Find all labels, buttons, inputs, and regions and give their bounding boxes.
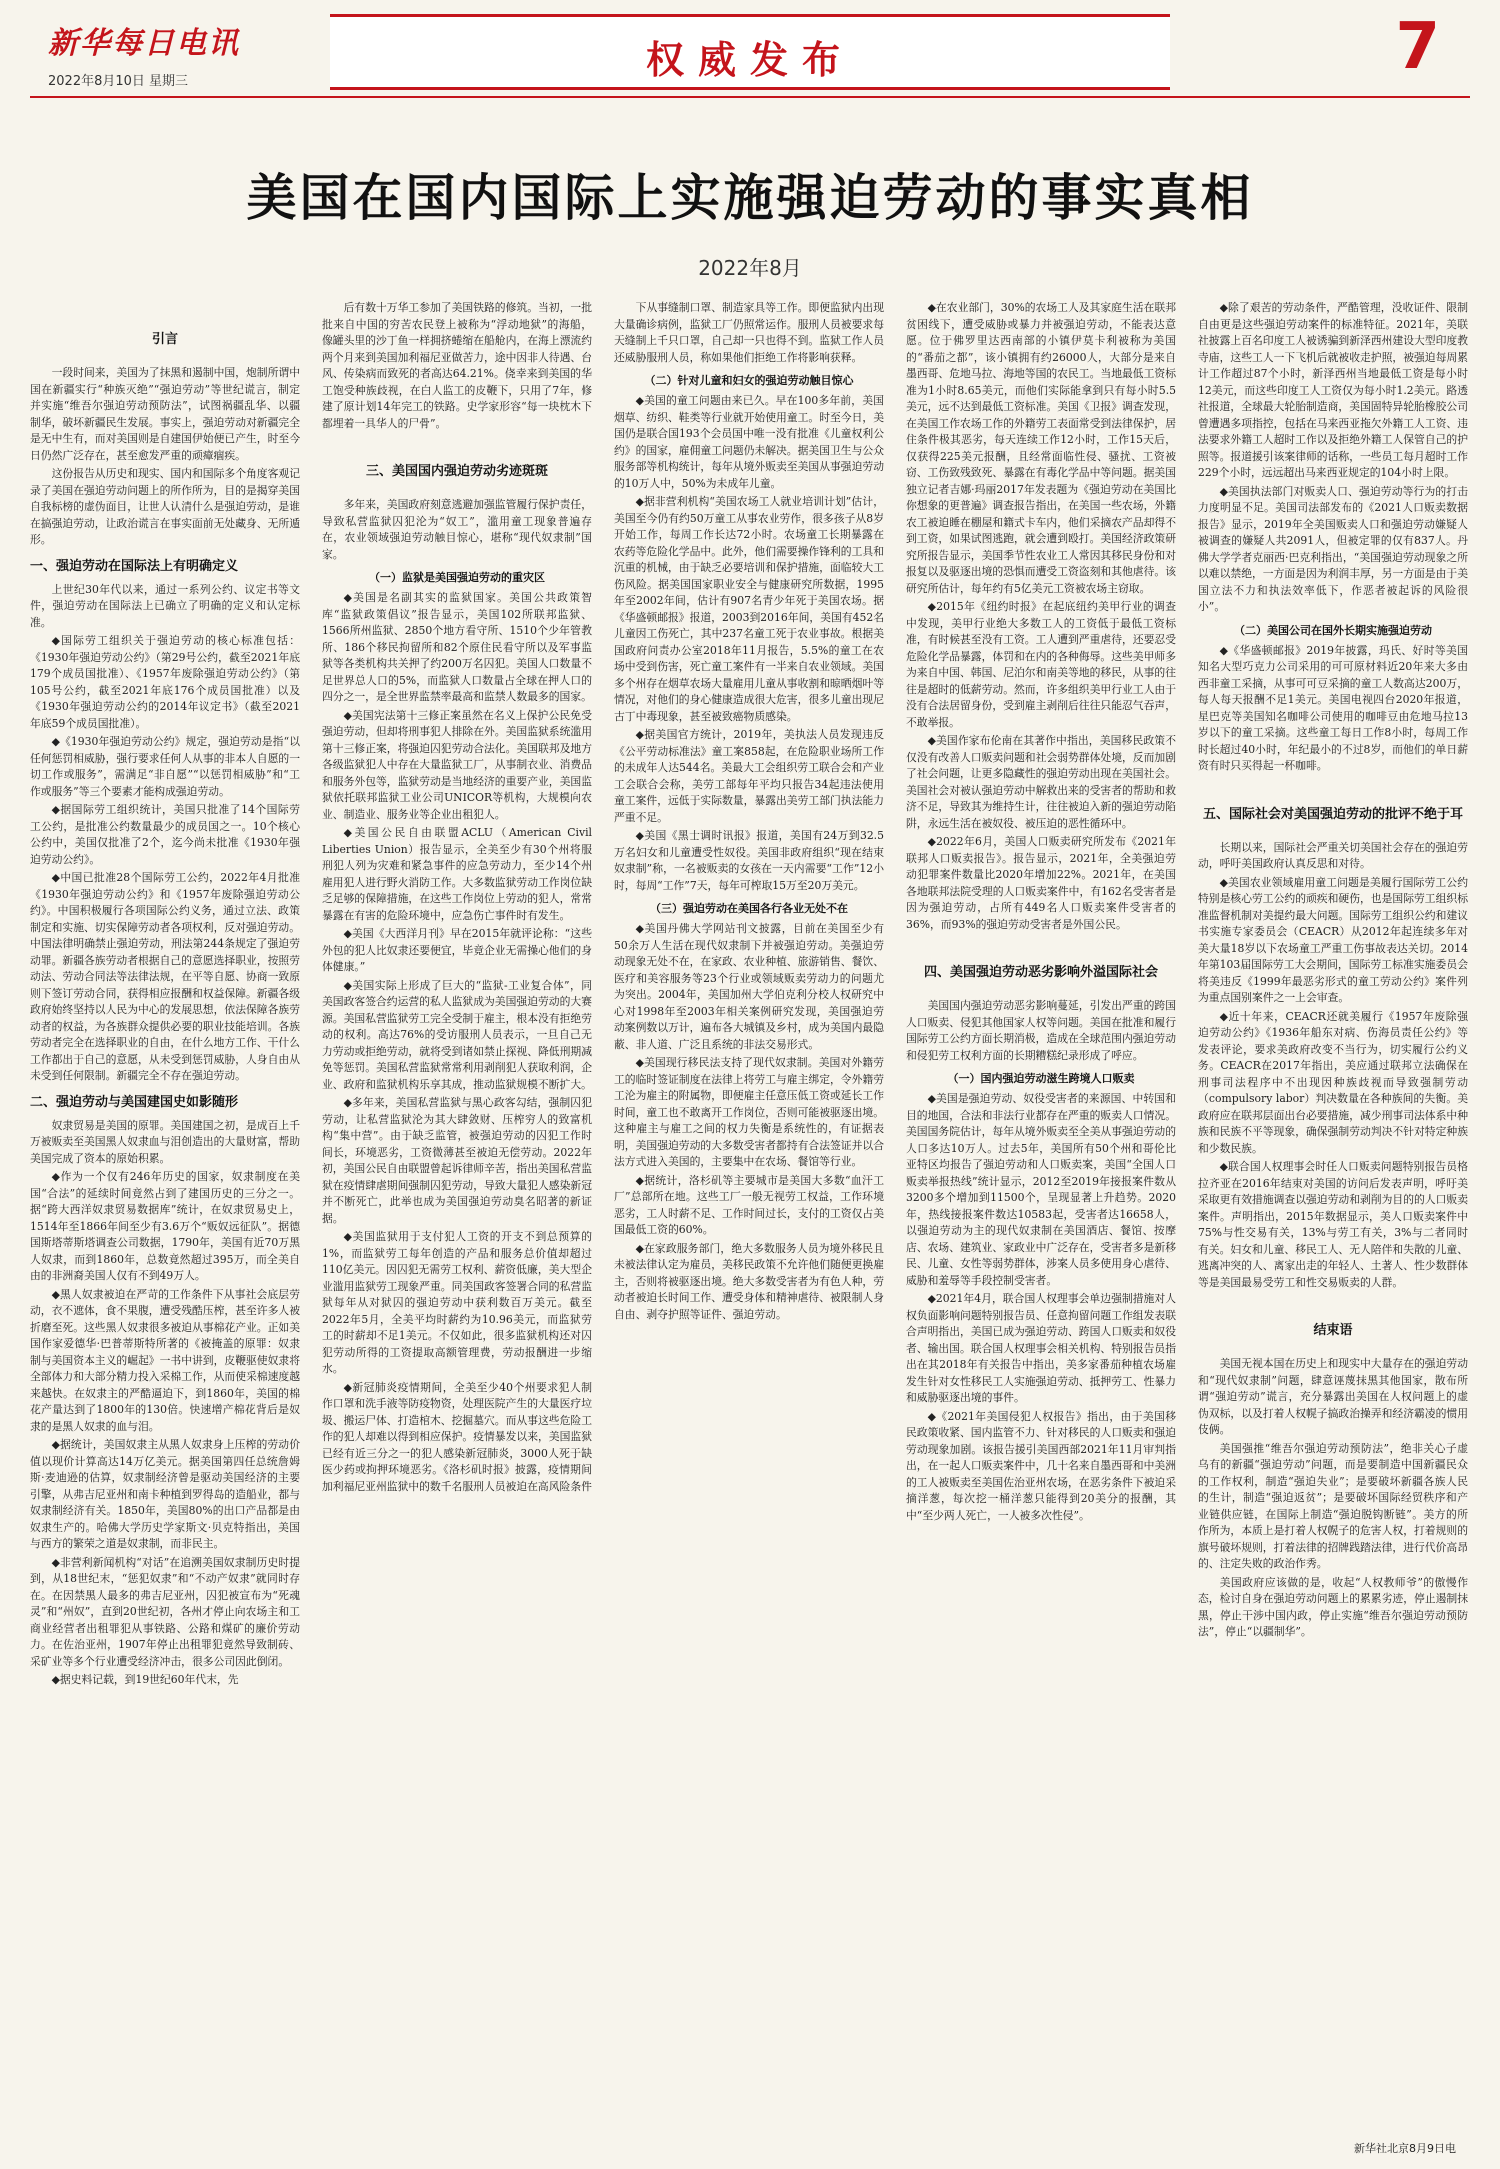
body-paragraph: ◆新冠肺炎疫情期间，全美至少40个州要求犯人制作口罩和洗手液等防疫物资，处理医院产生的大量医疗垃圾、搬运尸体、打造棺木、挖掘墓穴。而从事这些危险工作的犯人却难以得到相应保护。疫情暴发以来，美国监狱已经有近三分之一的犯人感染新冠肺炎，3000人死于缺医少药或拘押环境恶劣。《洛杉矶时报》披露，疫情期间加利福尼亚州监狱中的数千名服刑人员被迫在高风险条件 <box>322 1380 592 1493</box>
body-paragraph: ◆据国际劳工组织统计，美国只批准了14个国际劳工公约，是批准公约数量最少的成员国之一。10个核心公约中，美国仅批准了2个，迄今尚未批准《1930年强迫劳动公约》。 <box>30 803 300 866</box>
column-1 <box>30 300 300 2135</box>
body-paragraph: ◆2021年4月，联合国人权理事会单边强制措施对人权负面影响问题特别报告员、任意拘留问题工作组发表联合声明指出，美国已成为强迫劳动、跨国人口贩卖和奴役者、输出国。联合国人权理事会相关机构、特别报告员指出在其2018年有关报告中指出，美多家番茄种植农场雇发生针对女性移民工人实施强迫劳动、抵押劳工、性暴力和威胁驱逐出境的事件。 <box>906 1292 1176 1404</box>
body-paragraph: ◆黑人奴隶被迫在严苛的工作条件下从事社会底层劳动，衣不遮体，食不果腹，遭受残酷压榨，甚至许多人被折磨至死。这些黑人奴隶很多被迫从事棉花产业。正如美国作家爱德华·巴普蒂斯特所著的《被掩盖的原罪：奴隶制与美国资本主义的崛起》一书中讲到，皮鞭驱使奴隶将全部体力和大部分精力投入采棉工作，从而使采棉速度越来越快。在奴隶主的严酷逼迫下，到1860年，美国的棉花产量达到了1800年的130倍。快速增产棉花背后是奴隶的是黑人奴隶的血与泪。 <box>30 1287 300 1433</box>
body-paragraph: ◆联合国人权理事会时任人口贩卖问题特别报告员格拉齐亚在2016年结束对美国的访问后发表声明，呼吁美采取更有效措施调查以强迫劳动和剥削为目的的人口贩卖案件。声明指出，2015年数据显示，美人口贩卖案件中75%与性交易有关，13%与劳工有关，3%与二者同时有关。妇女和儿童、移民工人、无人陪伴和失散的儿童、逃离冲突的人、离家出走的年轻人、土著人、性少数群体等是美国最易受劳工和性交易贩卖的人群。 <box>1198 1160 1468 1289</box>
body-paragraph: ◆美国现行移民法支持了现代奴隶制。美国对外籍劳工的临时签证制度在法律上将劳工与雇主绑定，令外籍劳工沦为雇主的附属物，即便雇主任意压低工资或延长工作时间，童工也不敢离开工作岗位，否则可能被驱逐出境。这种雇主与雇工之间的权力失衡是系统性的，有证据表明，美国强迫劳动的大多数受害者都持有合法签证并以合法方式进入美国的，主要集中在农场、餐馆等行业。 <box>614 1056 884 1168</box>
subsection-heading: （一）监狱是美国强迫劳动的重灾区 <box>369 571 545 584</box>
section-heading: 一、强迫劳动在国际法上有明确定义 <box>30 558 239 574</box>
section-heading: 三、美国国内强迫劳动劣迹斑斑 <box>365 464 548 479</box>
body-paragraph: ◆美国实际上形成了巨大的“监狱-工业复合体”，同美国政客签合约运营的私人监狱成为美国强迫劳动的大赛源。美国私营监狱劳工完全受制于雇主，根本没有拒绝劳动的权利。高达76%的受访服刑人员表示，一旦自己无力劳动或拒绝劳动，就将受到诸如禁止探视、降低刑期减免等惩罚。美国私营监狱常常利用剥削犯人获取利润，企业、政府和监狱机构乐享其成，推动监狱规模不断扩大。 <box>322 978 592 1091</box>
body-paragraph: ◆作为一个仅有246年历史的国家，奴隶制度在美国“合法”的延续时间竟然占到了建国历史的三分之一。据“跨大西洋奴隶贸易数据库”统计，在奴隶贸易史上，1514年至1866年间至少有3.6万个“贩奴远征队”。据德国斯塔蒂斯塔调查公司数据，1790年，美国有近70万黑人奴隶，而到1860年，总数竟然超过395万，而全美自由的非洲裔美国人仅有不到49万人。 <box>30 1170 300 1282</box>
body-paragraph: 这份报告从历史和现实、国内和国际多个角度客观记录了美国在强迫劳动问题上的所作所为，目的是揭穿美国自我标榜的虚伪面目，让世人认清什么是强迫劳动，是谁在搞强迫劳动，让政治谎言在事实面前无处藏身、无所遁形。 <box>30 467 300 546</box>
body-paragraph: ◆美国是强迫劳动、奴役受害者的来源国、中转国和目的地国，合法和非法行业都存在严重的贩卖人口情况。美国国务院估计，每年从境外贩卖至全美从事强迫劳动的人口多达10万人。过去5年，美国所有50个州和哥伦比亚特区均报告了强迫劳动和人口贩卖案，美国“全国人口贩卖举报热线”统计显示，2012至2019年接报案件数从3200多个增加到11500个，呈现显著上升趋势。2020年，热线接报案件数达10583起，受害者达16658人，以强迫劳动为主的现代奴隶制在美国酒店、餐馆、按摩店、农场、建筑业、家政业中广泛存在，受害者多是新移民、儿童、女性等弱势群体，涉案人员多使用身心虐待、威胁和羞辱等手段控制受害者。 <box>906 1092 1176 1287</box>
body-paragraph: ◆美国公民自由联盟ACLU（American Civil Liberties Union）报告显示，全美至少有30个州将服刑犯人列为灾难和紧急事件的应急劳动力，至少14个州雇用犯人进行野火消防工作。大多数监狱劳动工作岗位缺乏足够的保障措施，在这些工作岗位上劳动的犯人，常常暴露在有害的危险环境中，应急伤亡事件时有发生。 <box>322 826 592 922</box>
body-paragraph: ◆美国宪法第十三修正案虽然在名义上保护公民免受强迫劳动，但却将刑事犯人排除在外。美国监狱系统滥用第十三修正案，将强迫囚犯劳动合法化。美国联邦及地方各级监狱犯人中存在大量监狱工厂，从事制衣业、消费品和服务外包等，监狱劳动是当地经济的重要产业，美国监狱依托联邦监狱工业公司UNICOR等机构，大规模向农业、制造业、服务业等企业出租犯人。 <box>322 708 592 821</box>
body-paragraph: 美国强推“维吾尔强迫劳动预防法”，绝非关心子虚乌有的新疆“强迫劳动”问题，而是要制造中国新疆民众的工作权利，制造“强迫失业”；是要破坏新疆各族人民的生计，制造“强迫返贫”；是要破坏国际经贸秩序和产业链供应链，在国际上制造“强迫脱钩断链”。美方的所作所为，本质上是打着人权幌子的危害人权，打着规则的旗号破坏规则，打着法律的招牌践踏法律，进行代价高昂的、注定失败的政治作秀。 <box>1198 1441 1468 1570</box>
body-paragraph: ◆据史料记载，到19世纪60年代末，先 <box>51 1673 239 1686</box>
column-4 <box>906 300 1176 2135</box>
page-number: 7 <box>1395 10 1440 84</box>
article-dateline: 2022年8月 <box>698 256 802 280</box>
article-signoff: 新华社北京8月9日电 <box>1354 2142 1456 2155</box>
article-body <box>30 300 1470 2135</box>
section-heading: 二、强迫劳动与美国建国史如影随形 <box>30 1094 239 1110</box>
issue-date: 2022年8月10日 星期三 <box>48 74 189 89</box>
section-heading: 五、国际社会对美国强迫劳动的批评不绝于耳 <box>1202 806 1463 822</box>
body-paragraph: ◆多年来，美国私营监狱与黑心政客勾结，强制囚犯劳动，让私营监狱沦为其大肆敛财、压榨穷人的致富机构“集中营”。由于缺乏监管，被强迫劳动的囚犯工作时间长，环境恶劣，工资微薄甚至被迫无偿劳动。2022年初，美国公民自由联盟曾起诉律师辛苦，指出美国私营监狱在疫情肆虐期间强制囚犯劳动，导致大量犯人感染新冠并不断死亡，此举也成为美国强迫劳动臭名昭著的新证据。 <box>322 1096 592 1225</box>
column-5 <box>1198 300 1468 2135</box>
body-paragraph: ◆《1930年强迫劳动公约》规定，强迫劳动是指“以任何惩罚相威胁，强行要求任何人从事的非本人自愿的一切工作或服务”，需满足“非自愿”“以惩罚相威胁”和“工作或服务”等三个要素才能构成强迫劳动。 <box>30 735 300 798</box>
subsection-heading: （二）针对儿童和妇女的强迫劳动触目惊心 <box>644 374 854 387</box>
body-paragraph: 多年来，美国政府刻意逃避加强监管履行保护责任，导致私营监狱囚犯沦为“奴工”，滥用童工现象普遍存在，农业领域强迫劳动触目惊心，堪称“现代奴隶制”国家。 <box>322 498 592 561</box>
subsection-heading: （三）强迫劳动在美国各行各业无处不在 <box>650 902 848 915</box>
body-paragraph: ◆非营利新闻机构“对话”在追溯美国奴隶制历史时提到，从18世纪末，“惩犯奴隶”和“不动产奴隶”就同时存在。在因禁黑人最多的弗吉尼亚州，囚犯被宣布为“死魂灵”和“州奴”，直到20世纪初，各州才停止向农场主和工商业经营者出租罪犯从事铁路、公路和煤矿的廉价劳动力。在佐治亚州，1907年停止出租罪犯竟然导致制砖、采矿业等多个行业遭受经济冲击，很多公司因此倒闭。 <box>30 1555 300 1668</box>
body-paragraph: 一段时间来，美国为了抹黑和遏制中国，炮制所谓中国在新疆实行“种族灭绝”“强迫劳动”等世纪谎言，制定并实施“维吾尔强迫劳动预防法”，试图祸疆乱华、以疆制华，破坏新疆民生发展。事实上，强迫劳动对新疆完全是无中生有，而对美国则是自建国伊始便已产生，时至今日仍然广泛存在，甚至愈发严重的顽瘴痼疾。 <box>30 366 300 462</box>
body-paragraph: ◆据统计，洛杉矶等主要城市是美国大多数“血汗工厂”总部所在地。这些工厂一般无视劳工权益，工作环境恶劣，工人时薪不足、工作时间过长，支付的工资仅占美国最低工资的60%。 <box>614 1173 884 1236</box>
body-paragraph: ◆在家政服务部门，绝大多数服务人员为境外移民且未被法律认定为雇员，美移民政策不允许他们随便更换雇主，否则将被驱逐出境。绝大多数受害者为有色人种，劳动者被迫长时间工作、遭受身体和精神虐待、被限制人身自由、剥夺护照等证件、强迫劳动。 <box>614 1241 884 1321</box>
body-paragraph: ◆美国丹佛大学网站刊文披露，目前在美国至少有50余万人生活在现代奴隶制下并被强迫劳动。美强迫劳动现象无处不在，在家政、农业种植、旅游销售、餐饮、医疗和美容服务等23个行业或领域贩卖劳动力的问题尤为突出。2004年，美国加州大学伯克利分校人权研究中心对1998年至2003年相关案例研究发现，美国强迫劳动案例数以万计，遍布各大城镇及乡村，成为美国内最隐蔽、非人道、广泛且系统的非法交易形式。 <box>614 922 884 1051</box>
section-heading: 结束语 <box>1313 1323 1353 1338</box>
body-paragraph: ◆美国作家布伦南在其著作中指出，美国移民政策不仅没有改善人口贩卖问题和社会弱势群体处境，反而加剧了社会问题，让更多隐藏性的强迫劳动出现在美国社会。美国社会对被认强迫劳动中解救出来的受害者的帮助和救济不足，导致其为维持生计，往往被迫入新的强迫劳动陷阱，永远生活在被奴役、被压迫的恶性循环中。 <box>906 734 1176 830</box>
body-paragraph: 长期以来，国际社会严重关切美国社会存在的强迫劳动，呼吁美国政府认真反思和对待。 <box>1198 840 1468 870</box>
body-paragraph: ◆美国执法部门对贩卖人口、强迫劳动等行为的打击力度明显不足。美国司法部发布的《2021人口贩卖数据报告》显示，2019年全美国贩卖人口和强迫劳动嫌疑人被调查的嫌疑人共2091人，但被定罪的仅有837人。丹佛大学学者克丽西·巴克利指出，“美国强迫劳动现象之所以难以禁绝，一方面是因为利润丰厚，另一方面是由于美国立法不力和执法效率低下，作恶者被起诉的风险很小”。 <box>1198 484 1468 613</box>
body-paragraph: ◆美国是名副其实的监狱国家。美国公共政策智库“监狱政策倡议”报告显示，美国102所联邦监狱、1566所州监狱、2850个地方看守所、1510个少年管教所、186个移民拘留所和82个原住民看守所以及军事监狱等各类机构共关押了约200万名囚犯。美国人口数量不足世界总人口的5%，而监狱人口数量占全球在押人口的四分之一，是全世界监禁率最高和监禁人数最多的国家。 <box>322 591 592 703</box>
section-title: 权威发布 <box>645 37 854 82</box>
body-paragraph: ◆中国已批准28个国际劳工公约，2022年4月批准《1930年强迫劳动公约》和《1957年废除强迫劳动公约》。中国积极履行各项国际公约义务，通过立法、政策制定和实施、切实保障劳动者各项权利，反对强迫劳动。中国法律明确禁止强迫劳动，刑法第244条规定了强迫劳动罪。新疆各族劳动者根据自己的意愿选择职业，按照劳动法、劳动合同法等法律法规，在平等自愿、协商一致原则下签订劳动合同，获得相应报酬和权益保障。新疆各级政府始终坚持以人民为中心的发展思想，依法保障各族劳动者的权益，为各族群众提供必要的职业技能培训。各族劳动者完全在选择职业的自由，在什么地方工作、干什么工作都出于自己的意愿，从未受到惩罚威胁，人身自由从未受到任何限制。新疆完全不存在强迫劳动。 <box>30 871 300 1082</box>
body-paragraph: 美国政府应该做的是，收起“人权教师爷”的傲慢作态，检讨自身在强迫劳动问题上的累累劣迹，停止遏制抹黑，停止干涉中国内政，停止实施“维吾尔强迫劳动预防法”，停止“以疆制华”。 <box>1198 1575 1468 1638</box>
body-paragraph: 美国无视本国在历史上和现实中大量存在的强迫劳动和“现代奴隶制”问题，肆意诬蔑抹黑其他国家，散布所谓“强迫劳动”谎言，充分暴露出美国在人权问题上的虚伪双标，以及打着人权幌子搞政治操弄和经济霸凌的惯用伎俩。 <box>1198 1357 1468 1436</box>
body-paragraph: ◆《2021年美国侵犯人权报告》指出，由于美国移民政策收紧、国内监管不力、针对移民的人口贩卖和强迫劳动现象加剧。该报告援引美国西部2021年11月审判指出，在一起人口贩卖案件中，几十名来自墨西哥和中美洲的工人被贩卖至美国佐治亚州农场，在恶劣条件下被迫采摘洋葱，每次挖一桶洋葱只能得到20美分的报酬，其中“至少两人死亡，一人被多次性侵”。 <box>906 1409 1176 1522</box>
masthead-divider <box>30 96 1470 98</box>
section-heading: 引言 <box>151 332 178 347</box>
body-paragraph: 后有数十万华工参加了美国铁路的修筑。当初，一批批来自中国的穷苦农民登上被称为“浮动地狱”的海船，像罐头里的沙丁鱼一样拥挤蜷缩在船舱内，在海上漂流约两个月来到美国加利福尼亚做苦力，途中因非人待遇、台风、传染病而致死的者高达64.21%。侥幸来到美国的华工饱受种族歧视，在白人监工的皮鞭下，只用了7年，修建了原计划14年完工的铁路。史学家形容“每一块枕木下都埋着一具华人的尸骨”。 <box>322 301 592 430</box>
body-paragraph: 美国国内强迫劳动恶劣影响蔓延，引发出严重的跨国人口贩卖、侵犯其他国家人权等问题。美国在批准和履行国际劳工公约方面长期消极，造成在全球范围内强迫劳动和侵犯劳工权利方面的长期糟糕纪录形成了呼应。 <box>906 999 1176 1062</box>
body-paragraph: ◆美国《大西洋月刊》早在2015年就评论称：“这些外包的犯人比奴隶还要便宜，毕竟企业无需操心他们的身体健康。” <box>322 927 592 973</box>
masthead <box>0 0 1500 96</box>
article-headline: 美国在国内国际上实施强迫劳动的事实真相 <box>246 168 1254 227</box>
section-banner <box>330 14 1170 90</box>
body-paragraph: ◆《华盛顿邮报》2019年披露，玛氏、好时等美国知名大型巧克力公司采用的可可原材料近20年来大多由西非童工采摘，从事可可豆采摘的童工人数高达200万，每人每天报酬不足1美元。美国电视四台2020年报道，星巴克等美国知名咖啡公司使用的咖啡豆由危地马拉13岁以下的童工采摘。这些童工每日工作8小时，每周工作时长超过40小时，年纪最小的不过8岁，而他们的单日薪资有时只买得起一杯咖啡。 <box>1198 643 1468 772</box>
newspaper-brand: 新华每日电讯 <box>48 26 240 61</box>
body-paragraph: ◆美国《黑士调时讯报》报道，美国有24万到32.5万名妇女和儿童遭受性奴役。美国非政府组织“现在结束奴隶制”称，一名被贩卖的女孩在一天内需要“工作”12小时，每周“工作”7天，每年可榨取15万至20万美元。 <box>614 829 884 892</box>
subsection-heading: （一）国内强迫劳动滋生跨境人口贩卖 <box>947 1072 1135 1085</box>
body-paragraph: ◆近十年来，CEACR还就美履行《1957年废除强迫劳动公约》《1936年船东对病、伤海员责任公约》等发表评论，要求美政府改变不当行为，切实履行公约义务。CEACR在2017年指出，美应通过联邦立法确保在刑事司法程序中不出现因种族歧视而导致强制劳动（compulsory labor）判决数量在各种族间的失衡。美政府应在联邦层面出台必要措施，减少刑事司法体系中种族和民族不平等现象，确保强制劳动判决不针对特定种族和少数民族。 <box>1198 1009 1468 1155</box>
column-2 <box>322 300 592 2135</box>
body-paragraph: ◆2015年《纽约时报》在起底纽约美甲行业的调查中发现，美甲行业绝大多数工人的工资低于最低工资标准，有时候甚至没有工资。工人遭到严重虐待，还要忍受危险化学品暴露，体罚和在内的各种侮辱。这些美甲师多为来自中国、韩国、尼泊尔和南美等地的移民，从事的往往是超时的低薪劳动。然而，许多组织美甲行业工人由于没有合法居留身份，受到雇主剥削后往往只能忍气吞声，不敢举报。 <box>906 600 1176 729</box>
body-paragraph: 下从事缝制口罩、制造家具等工作。即便监狱内出现大量确诊病例，监狱工厂仍照常运作。服刑人员被要求每天缝制上千只口罩，自己却一只也得不到。监狱工作人员还威胁服刑人员，称如果他们拒绝工作将影响获释。 <box>614 301 884 364</box>
column-3 <box>614 300 884 2135</box>
body-paragraph: ◆2022年6月，美国人口贩卖研究所发布《2021年联邦人口贩卖报告》。报告显示，2021年，全美强迫劳动犯罪案件数量比2020年增加22%。2021年，在美国各地联邦法院受理的人口贩卖案件中，有162名受害者是因为强迫劳动，占所有449名人口贩卖案件受害者的36%，而93%的强迫劳动受害者是外国公民。 <box>906 835 1176 931</box>
body-paragraph: ◆据非营利机构“美国农场工人就业培训计划”估计，美国至今仍有约50万童工从事农业劳作，很多孩子从8岁开始工作，每周工作长达72小时。农场童工长期暴露在农药等危险化学品中。此外，他们需要操作锋利的工具和沉重的机械，由于缺乏必要培训和保护措施，面临较大工伤风险。据美国国家职业安全与健康研究所数据，1995年至2002年间，估计有907名青少年死于美国农场。据《华盛顿邮报》报道，2003到2016年间，美国有452名儿童因工伤死亡，其中237名童工死于农业事故。根据美国政府问责办公室2018年11月报告，5.5%的童工在农场中受到伤害，死亡童工案件有一半来自农业领域。美国多个州存在烟草农场大量雇用儿童从事收割和晾晒烟叶等情况，对他们的身心健康造成很大危害，很多儿童出现尼古丁中毒现象，甚至被致癌物质感染。 <box>614 495 884 723</box>
body-paragraph: ◆在农业部门，30%的农场工人及其家庭生活在联邦贫困线下，遭受威胁或暴力并被强迫劳动，不能表达意愿。位于佛罗里达西南部的小镇伊莫卡利被称为美国的“番茄之都”，该小镇拥有约26000人，大部分是来自墨西哥、危地马拉、海地等国的农民工。当地最低工资标准为1小时8.65美元，而他们实际能拿到只有每小时5.5美元，远不达到最低工资标准。美国《卫报》调查发现，在美国工作农场工作的外籍劳工表面常受到法律保护，居住条件极其恶劣，每天连续工作12小时，工作15天后，仅获得225美元报酬，且经常面临性侵、骚扰、工资被窃、工伤致残致死、暴露在有毒化学品中等问题。据美国独立记者吉娜·玛丽2017年发表题为《强迫劳动在美国比你想象的更普遍》调查报告指出，在美国一些农场，外籍农工被迫睡在棚屋和籍式卡车内，他们采摘农产品却得不到工资，如果试图逃跑，就会遭到殴打。美国经济政策研究所报告显示，美国季节性农业工人常因其移民身份和对报复以及驱逐出境的恐惧而遭受工资盗刻和其他虐待。该研究所估计，每年约有5亿美元工资被农场主窃取。 <box>906 301 1176 595</box>
body-paragraph: ◆据美国官方统计，2019年，美执法人员发现违反《公平劳动标准法》童工案858起，在危险职业场所工作的未成年人达544名。美最大工会组织劳工联合会和产业工会联合会称，美劳工部每年平均只报告34起违法使用童工案件，远低于实际数量，暴露出美劳工部门执法能力严重不足。 <box>614 728 884 824</box>
body-paragraph: ◆美国监狱用于支付犯人工资的开支不到总预算的1%，而监狱劳工每年创造的产品和服务总价值却超过110亿美元。因囚犯无需劳工权利、薪资低廉，美大型企业滥用监狱劳工现象严重。同美国政客签署合同的私营监狱每年从对狱囚的强迫劳动中获利数百万美元。截至2022年5月，全美平均时薪约为10.96美元，而监狱劳工的时薪却不足1美元。不仅如此，很多监狱机构还对囚犯劳动所得的工资提取高额管理费，劳动报酬进一步缩水。 <box>322 1230 592 1375</box>
body-paragraph: 奴隶贸易是美国的原罪。美国建国之初，是成百上千万被贩卖至美国黑人奴隶血与泪创造出的大量财富，帮助美国完成了资本的原始积累。 <box>30 1118 300 1165</box>
body-paragraph: ◆美国农业领域雇用童工问题是美履行国际劳工公约特别是核心劳工公约的顽疾和硬伤，也是国际劳工组织标准监督机制对美提约最大问题。国际劳工组织公约和建议书实施专家委员会（CEACR）从2012年起连续多年对美大量18岁以下农场童工严重工伤事故表达关切。2014年第103届国际劳工大会期间，国际劳工标准实施委员会将美违反《1999年最恶劣形式的童工劳动公约》案件列为重点国别案件之一上会审查。 <box>1198 875 1468 1004</box>
section-heading: 四、美国强迫劳动恶劣影响外溢国际社会 <box>923 965 1158 980</box>
body-paragraph: ◆国际劳工组织关于强迫劳动的核心标准包括：《1930年强迫劳动公约》（第29号公约，截至2021年底179个成员国批准）、《1957年废除强迫劳动公约》（第105号公约，截至2021年底176个成员国批准）以及《1930年强迫劳动公约的2014年议定书》（截至2021年底59个成员国批准）。 <box>30 634 300 730</box>
body-paragraph: ◆据统计，美国奴隶主从黑人奴隶身上压榨的劳动价值以现价计算高达14万亿美元。据美国第四任总统詹姆斯·麦迪逊的估算，奴隶制经济曾是驱动美国经济的主要引擎，从弗吉尼亚州和南卡种植到罗得岛的造船业，都与奴隶制经济有关。1850年，美国80%的出口产品都是由奴隶生产的。哈佛大学历史学家斯文·贝克特指出，美国与西方的繁荣之道是奴隶制，而非民主。 <box>30 1438 300 1550</box>
body-paragraph: ◆美国的童工问题由来已久。早在100多年前，美国烟草、纺织、鞋类等行业就开始使用童工。时至今日，美国仍是联合国193个会员国中唯一没有批准《儿童权利公约》的国家，雇佣童工问题仍未解决。据美国卫生与公众服务部等机构统计，每年从境外贩卖至美国从事强迫劳动的10万人中，50%为未成年儿童。 <box>614 394 884 490</box>
body-paragraph: ◆除了艰苦的劳动条件，严酷管理，没收证件、限制自由更是这些强迫劳动案件的标准特征。2021年，美联社披露上百名印度工人被诱骗到新泽西州建设大型印度教寺庙，这些工人一下飞机后就被收走护照，被强迫每周累计工作超过87个小时，新泽西州当地最低工资是每小时12美元，而这些印度工人工资仅为每小时1.2美元。路透社报道，全球最大轮胎制造商，美国固特异轮胎橡胶公司曾遭遇多项指控，包括在马来西亚拖欠外籍工人工资、违法要求外籍工人超时工作以及拒绝外籍工人保管自己的护照等。报道援引该案律师的话称，一些员工每月超时工作229个小时，远远超出马来西亚规定的104小时上限。 <box>1198 301 1468 479</box>
body-paragraph: 上世纪30年代以来，通过一系列公约、议定书等文件，强迫劳动在国际法上已确立了明确的定义和认定标准。 <box>30 582 300 629</box>
subsection-heading: （二）美国公司在国外长期实施强迫劳动 <box>1234 623 1432 637</box>
